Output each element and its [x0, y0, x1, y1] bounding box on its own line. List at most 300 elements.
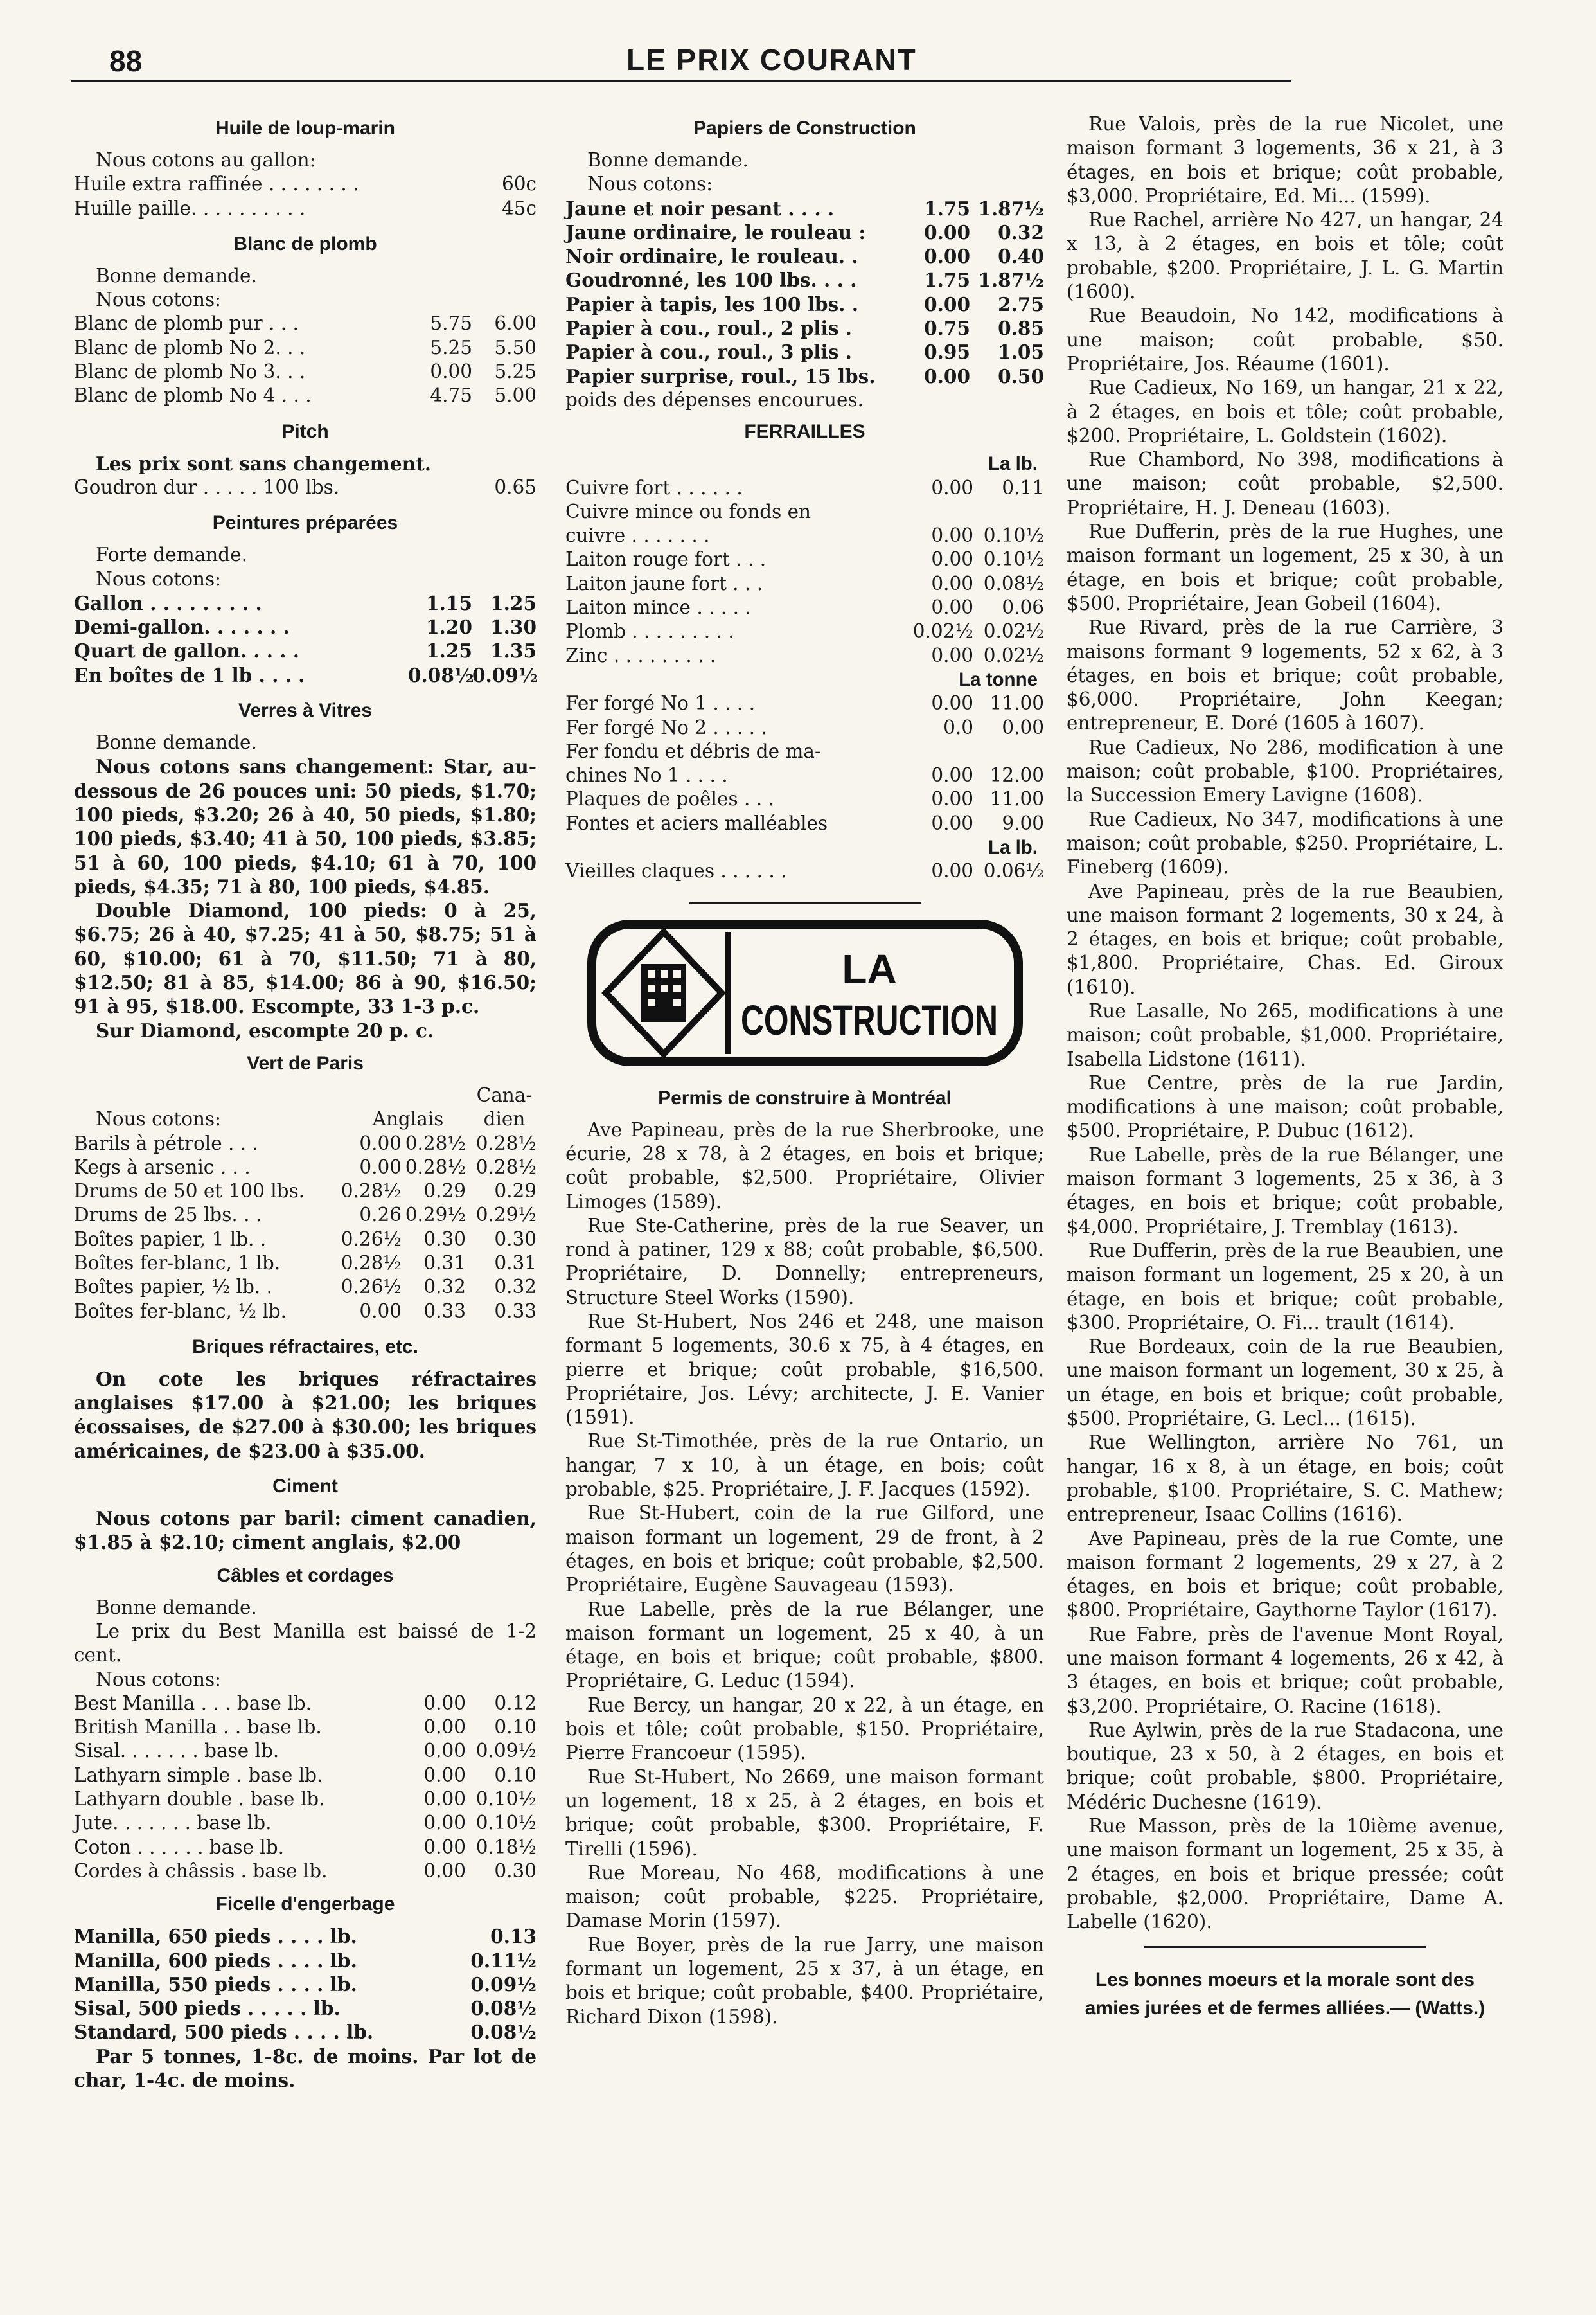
row-value: 0.00	[924, 245, 970, 268]
row-value: 0.95	[924, 341, 970, 364]
table-row	[565, 476, 1044, 500]
table-row	[74, 2020, 536, 2044]
row-value: 1.05	[998, 341, 1044, 364]
row-value: 0.31	[494, 1251, 536, 1274]
table-row	[565, 740, 1044, 764]
table-row	[74, 360, 536, 384]
row-value: 0.10	[494, 1716, 536, 1738]
row-value: 0.00	[931, 764, 973, 787]
permit-entry: Rue St-Timothée, près de la rue Ontario, un hangar, 7 x 10, à un étage, en bois; coût probable, $25. Propriétaire, J. F. Jacques (1592).	[565, 1430, 1044, 1501]
row-label: Quart de gallon. . . . .	[74, 639, 300, 663]
row-value: 11.00	[989, 692, 1044, 715]
intro-text: Nous cotons:	[96, 289, 222, 311]
table-row	[74, 1924, 536, 1948]
row-value: 5.25	[430, 336, 472, 359]
permit-entry: Rue Chambord, No 398, modifications à une maison; coût probable, $2,500. Propriétaire, H. J. Deneau (1603).	[1067, 449, 1503, 519]
price-table	[74, 312, 536, 407]
row-value: 0.00	[924, 220, 970, 244]
row-value: 45c	[501, 197, 536, 219]
col-header-canadien-2: dien	[483, 1108, 526, 1131]
row-label: Standard, 500 pieds . . . . lb.	[74, 2021, 374, 2044]
section-title: Verres à Vitres	[238, 700, 372, 722]
permit-entry: Rue St-Hubert, No 2669, une maison formant un logement, 18 x 25, à 2 étages, en bois et brique; coût probable, $300. Propriétaire, F. Tirelli (1596).	[565, 1765, 1044, 1860]
row-label: Sisal. . . . . . . base lb.	[74, 1740, 279, 1762]
demand-text: Bonne demande.	[587, 149, 749, 171]
row-value: 0.30	[494, 1228, 536, 1250]
row-value: 0.30	[494, 1859, 536, 1882]
table-row	[74, 1996, 536, 2020]
row-value: 0.00	[423, 1716, 466, 1738]
column-header	[74, 1107, 536, 1131]
row-value: 1.87½	[978, 197, 1044, 220]
row-value: 5.25	[494, 361, 536, 383]
row-value: 0.26½	[341, 1276, 402, 1298]
page-number: 88	[109, 44, 143, 78]
table-row	[74, 615, 536, 639]
row-label: Drums de 25 lbs. . .	[74, 1204, 262, 1226]
permit-entry: Rue St-Hubert, coin de la rue Gilford, une maison formant un logement, 29 de front, à 2 étages, en bois et brique; coût probable, $2,500. Propriétaire, Eugène Sauvageau (1593).	[565, 1502, 1044, 1596]
table-row	[565, 244, 1044, 268]
price-table	[74, 1692, 536, 1883]
quote-rule	[1144, 1946, 1426, 1948]
row-value: 0.00	[924, 364, 970, 388]
table-row	[74, 1739, 536, 1763]
section-divider	[689, 902, 921, 904]
row-value: 1.75	[924, 269, 970, 292]
permit-entry: Rue Dufferin, près de la rue Beaubien, une maison formant un logement, 25 x 20, à un étage, en bois et brique; coût probable, $300. Propriétaire, O. Fi... trault (1614).	[1067, 1239, 1503, 1334]
row-value: 60c	[501, 173, 536, 195]
row-value: 0.11	[1002, 476, 1044, 499]
demand-text: Bonne demande.	[96, 731, 257, 754]
row-value: 0.06	[1002, 596, 1044, 619]
table-row	[74, 1836, 536, 1859]
row-label: Boîtes papier, 1 lb. .	[74, 1228, 267, 1250]
unit-label: La lb.	[988, 453, 1038, 475]
row-value: 0.02½	[912, 620, 973, 643]
row-value: 0.00	[924, 292, 970, 316]
permit-entry: Rue Wellington, arrière No 761, un hangar, 16 x 8, à un étage, en bois; coût probable, $100. Propriétaire, S. C. Mathew; entrepreneur, Isaac Collins (1616).	[1067, 1431, 1503, 1526]
table-row	[74, 1275, 536, 1299]
row-value: 0.18½	[475, 1836, 536, 1858]
table-row	[74, 1787, 536, 1811]
table-row	[565, 197, 1044, 220]
row-value: 0.0	[943, 716, 973, 738]
permit-entry: Rue Moreau, No 468, modifications à une maison; coût probable, $225. Propriétaire, Damase Morin (1597).	[565, 1861, 1044, 1932]
row-label: En boîtes de 1 lb . . . .	[74, 663, 305, 686]
row-label: Zinc . . . . . . . . .	[565, 644, 716, 666]
table-row	[74, 384, 536, 407]
row-value: 0.11½	[470, 1949, 536, 1972]
row-value: 0.28½	[405, 1156, 466, 1178]
permit-entry: Rue Labelle, près de la rue Bélanger, une maison formant 3 logements, 25 x 36, à 3 étages, en bois et brique; coût probable, $4,000. Propriétaire, J. Tremblay (1613).	[1067, 1143, 1503, 1238]
price-table	[74, 476, 536, 499]
table-row	[74, 312, 536, 335]
paragraph: Sur Diamond, escompte 20 p. c.	[96, 1019, 434, 1042]
price-table	[74, 1924, 536, 2044]
section-title: Huile de loup-marin	[215, 118, 396, 139]
permit-entry: Rue Rivard, près de la rue Carrière, 3 maisons formant 9 logements, 52 x 62, à 3 étages, en bois et brique; coût probable, $6,000. Propriétaire, John Keegan; entrepreneur, E. Doré (1605 à 1607).	[1067, 616, 1503, 735]
row-label: chines No 1 . . . .	[565, 764, 728, 787]
row-label: Goudronné, les 100 lbs. . . .	[565, 269, 857, 292]
column-middle	[565, 112, 1044, 2029]
table-row	[74, 172, 536, 196]
permit-entry: Rue Lasalle, No 265, modifications à une maison; coût probable, $1,000. Propriétaire, Isabella Lidstone (1611).	[1067, 999, 1503, 1070]
row-value: 11.00	[989, 788, 1044, 810]
row-label: Cuivre mince ou fonds en	[565, 500, 811, 523]
table-row	[74, 591, 536, 615]
row-value: 0.00	[931, 692, 973, 715]
intro-text: Nous cotons:	[96, 568, 222, 590]
row-value: 0.40	[998, 245, 1044, 268]
table-row	[74, 639, 536, 663]
permit-entry: Rue Cadieux, No 347, modifications à une maison; coût probable, $250. Propriétaire, L. Fineberg (1609).	[1067, 808, 1503, 879]
price-table	[74, 172, 536, 220]
table-row	[74, 1300, 536, 1323]
table-row	[565, 500, 1044, 524]
column-right	[1067, 112, 1503, 2023]
row-label: British Manilla . . base lb.	[74, 1716, 322, 1738]
column-header	[74, 1084, 536, 1107]
price-table	[74, 591, 536, 687]
row-value: 0.32	[423, 1276, 466, 1298]
row-label: Blanc de plomb No 4 . . .	[74, 384, 312, 407]
demand-text: Bonne demande.	[96, 1596, 257, 1618]
row-value: 0.06½	[983, 860, 1044, 882]
row-value: 0.33	[494, 1300, 536, 1322]
permit-entry: Rue Dufferin, près de la rue Hughes, une maison formant un logement, 25 x 30, à un étage, en bois et brique; coût probable, $500. Propriétaire, Jean Gobeil (1604).	[1067, 521, 1503, 614]
permit-entry: Rue St-Hubert, Nos 246 et 248, une maison formant 5 logements, 30.6 x 75, à 4 étages, en pierre et brique; coût probable, $16,500. Propriétaire, Jos. Lévy; architecte, J. E. Vanier (1591).	[565, 1310, 1044, 1429]
price-table	[565, 197, 1044, 388]
row-value: 1.20	[426, 616, 472, 639]
section-title: Briques réfractaires, etc.	[192, 1336, 418, 1357]
table-row	[565, 364, 1044, 388]
row-value: 0.00	[931, 596, 973, 619]
row-value: 0.75	[924, 317, 970, 340]
table-row	[74, 1132, 536, 1156]
section-title: Vert de Paris	[247, 1052, 364, 1074]
table-row	[74, 1811, 536, 1835]
permit-entry: Rue Aylwin, près de la rue Stadacona, une boutique, 23 x 50, à 2 étages, en bois et brique; coût probable, $800. Propriétaire, Médéric Duchesne (1619).	[1067, 1719, 1503, 1813]
table-row	[565, 572, 1044, 596]
table-row	[74, 663, 536, 687]
intro-text: Nous cotons:	[96, 1668, 222, 1690]
section-title: Câbles et cordages	[217, 1564, 394, 1586]
demand-text: Bonne demande.	[96, 264, 257, 287]
table-row	[565, 620, 1044, 643]
section-title: Papiers de Construction	[693, 118, 916, 139]
row-label: Laiton jaune fort . . .	[565, 572, 763, 594]
row-label: Goudron dur . . . . . 100 lbs.	[74, 476, 340, 498]
row-value: 1.30	[490, 616, 536, 639]
row-value: 0.00	[423, 1788, 466, 1810]
table-row	[565, 644, 1044, 668]
table-row	[74, 197, 536, 220]
table-row	[74, 1228, 536, 1251]
quote-text: Les bonnes moeurs et la morale sont des amies jurées et de fermes alliées.— (Watts.)	[1085, 1969, 1485, 2019]
row-label: Demi-gallon. . . . . . .	[74, 616, 290, 639]
row-value: 0.00	[931, 524, 973, 547]
section-title: Ficelle d'engerbage	[215, 1893, 395, 1915]
row-label: Lathyarn simple . base lb.	[74, 1764, 323, 1786]
row-label: Blanc de plomb No 3. . .	[74, 361, 306, 383]
row-label: Papier à tapis, les 100 lbs. .	[565, 292, 858, 316]
row-value: 1.75	[924, 197, 970, 220]
table-row	[565, 220, 1044, 244]
table-row	[74, 336, 536, 360]
permit-entry: Rue Rachel, arrière No 427, un hangar, 24 x 13, à 2 étages, en bois et tôle; coût probable, $200. Propriétaire, J. L. G. Martin (1600).	[1067, 209, 1503, 303]
row-value: 5.00	[494, 384, 536, 407]
section-title: Permis de construire à Montréal	[658, 1087, 952, 1109]
row-value: 0.00	[423, 1692, 466, 1714]
table-row	[74, 1715, 536, 1739]
price-table	[565, 476, 1044, 668]
permit-entry: Rue Boyer, près de la rue Jarry, une maison formant un logement, 25 x 37, à un étage, en bois et brique; coût probable, $400. Propriétaire, Richard Dixon (1598).	[565, 1933, 1044, 2028]
table-row	[74, 1764, 536, 1787]
row-value: 0.28½	[475, 1132, 536, 1154]
row-value: 0.33	[423, 1300, 466, 1322]
row-label: cuivre . . . . . . .	[565, 524, 710, 547]
row-label: Boîtes fer-blanc, 1 lb.	[74, 1251, 281, 1274]
row-label: Cordes à châssis . base lb.	[74, 1859, 328, 1882]
row-value: 0.30	[423, 1228, 466, 1250]
row-label: Kegs à arsenic . . .	[74, 1156, 251, 1178]
price-table	[74, 1132, 536, 1323]
permit-entry: Ave Papineau, près de la rue Beaubien, une maison formant 2 logements, 30 x 24, à 2 étages, en bois et brique; coût probable, $1,800. Propriétaire, Chas. Ed. Giroux (1610).	[1067, 880, 1503, 998]
section-title: Peintures préparées	[212, 512, 398, 534]
page-title: LE PRIX COURANT	[626, 43, 917, 76]
col-header-anglais: Anglais	[372, 1108, 444, 1131]
row-value: 0.09½	[470, 1972, 536, 1996]
row-label: Jaune ordinaire, le rouleau :	[565, 220, 866, 244]
row-value: 0.10½	[475, 1812, 536, 1834]
row-value: 5.75	[430, 312, 472, 335]
row-label: Coton . . . . . . base lb.	[74, 1836, 284, 1858]
section-title: Ciment	[272, 1476, 338, 1497]
row-value: 4.75	[430, 384, 472, 407]
section-title: Blanc de plomb	[233, 233, 377, 255]
row-value: 0.00	[931, 860, 973, 882]
row-label: Papier à cou., roul., 2 plis .	[565, 317, 852, 340]
row-label: Boîtes fer-blanc, ½ lb.	[74, 1300, 287, 1322]
page-header	[0, 0, 1596, 84]
permit-list	[565, 1118, 1044, 2029]
row-value: 0.28½	[341, 1180, 402, 1202]
permit-entry: Rue Masson, près de la 10ième avenue, une maison formant un logement, 25 x 35, à 2 étages, en bois et brique pressée; coût probable, $2,000. Propriétaire, Dame A. Labelle (1620).	[1067, 1815, 1503, 1933]
row-value: 0.10½	[983, 548, 1044, 571]
row-value: 0.02½	[983, 620, 1044, 643]
la-construction-logo	[587, 919, 1024, 1067]
row-label: Gallon . . . . . . . . .	[74, 591, 262, 614]
row-value: 0.29	[423, 1180, 466, 1202]
paragraph: Le prix du Best Manilla est baissé de 1-2 cent.	[74, 1620, 536, 1667]
price-table	[565, 692, 1044, 836]
row-label: Vieilles claques . . . . . .	[565, 860, 787, 882]
paragraph: Nous cotons par baril: ciment canadien, $1.85 à $2.10; ciment anglais, $2.00	[74, 1507, 536, 1554]
row-value: 0.09½	[475, 1740, 536, 1762]
table-row	[565, 716, 1044, 740]
demand-text: Forte demande.	[96, 544, 248, 566]
intro-text: Nous cotons:	[587, 173, 713, 195]
row-value: 0.13	[490, 1925, 536, 1948]
column-left	[74, 112, 536, 2092]
row-value: 0.28½	[341, 1251, 402, 1274]
logo-text: LA	[841, 945, 897, 992]
row-value: 0.00	[931, 788, 973, 810]
row-value: 0.00	[1002, 716, 1044, 738]
row-value: 0.00	[423, 1740, 466, 1762]
row-value: 0.65	[494, 476, 536, 498]
row-value: 0.10½	[983, 524, 1044, 547]
note-text: poids des dépenses encourues.	[565, 388, 864, 411]
permit-entry: Rue Valois, près de la rue Nicolet, une maison formant 3 logements, 36 x 21, à 3 étages, en bois et brique; coût probable, $3,000. Propriétaire, Ed. Mi... (1599).	[1067, 113, 1503, 207]
row-label: Drums de 50 et 100 lbs.	[74, 1180, 305, 1202]
row-value: 1.87½	[978, 269, 1044, 292]
section-title: FERRAILLES	[744, 421, 865, 443]
table-row	[565, 292, 1044, 316]
row-value: 0.00	[931, 812, 973, 834]
row-label: Fontes et aciers malléables	[565, 812, 828, 834]
row-label: Jaune et noir pesant . . . .	[565, 197, 835, 220]
row-label: Papier à cou., roul., 3 plis .	[565, 341, 852, 364]
paragraph: Par 5 tonnes, 1-8c. de moins. Par lot de char, 1-4c. de moins.	[74, 2044, 536, 2091]
row-label: Manilla, 550 pieds . . . . lb.	[74, 1972, 357, 1996]
row-label: Best Manilla . . . base lb.	[74, 1692, 312, 1714]
row-label: Jute. . . . . . . base lb.	[74, 1812, 272, 1834]
table-row	[74, 1859, 536, 1883]
table-row	[565, 316, 1044, 340]
col-header-canadien-1: Cana-	[476, 1084, 533, 1106]
row-value: 6.00	[494, 312, 536, 335]
row-value: 0.26½	[341, 1228, 402, 1250]
header-rule	[71, 80, 1291, 82]
row-value: 1.25	[426, 639, 472, 663]
table-row	[565, 812, 1044, 836]
row-value: 0.32	[998, 220, 1044, 244]
row-value: 1.25	[490, 591, 536, 614]
row-value: 0.12	[494, 1692, 536, 1714]
row-label: Blanc de plomb pur . . .	[74, 312, 299, 335]
row-label: Huile extra raffinée . . . . . . . .	[74, 173, 359, 195]
row-label: Manilla, 600 pieds . . . . lb.	[74, 1949, 357, 1972]
row-value: 0.08½	[470, 2021, 536, 2044]
row-value: 0.00	[931, 476, 973, 499]
row-value: 0.00	[423, 1812, 466, 1834]
table-row	[74, 1692, 536, 1715]
table-row	[565, 692, 1044, 715]
unit-label: La lb.	[988, 837, 1038, 859]
permit-list	[1067, 112, 1503, 1935]
building-emblem	[606, 932, 722, 1054]
paragraph: On cote les briques réfractaires anglaises $17.00 à $21.00; les briques écossaises, de $27.00 à $30.00; les briques américaines, de $23.00 à $35.00.	[74, 1367, 536, 1462]
row-label: Sisal, 500 pieds . . . . . lb.	[74, 1997, 341, 2020]
permit-entry: Rue Fabre, près de l'avenue Mont Royal, une maison formant 4 logements, 26 x 42, à 3 étages, en bois et brique; coût probable, $3,200. Propriétaire, O. Racine (1618).	[1067, 1623, 1503, 1717]
row-label: Lathyarn double . base lb.	[74, 1788, 325, 1810]
permit-entry: Rue Bordeaux, coin de la rue Beaubien, une maison formant un logement, 30 x 25, à un étage, en bois et brique; coût probable, $500. Propriétaire, G. Lecl... (1615).	[1067, 1336, 1503, 1430]
row-value: 0.00	[359, 1132, 402, 1154]
row-value: 0.09½	[472, 663, 538, 686]
row-value: 0.08½	[470, 1997, 536, 2020]
row-value: 0.10½	[475, 1788, 536, 1810]
row-value: 2.75	[998, 292, 1044, 316]
row-value: 0.00	[430, 361, 472, 383]
table-row	[74, 476, 536, 499]
row-value: 0.00	[423, 1836, 466, 1858]
row-value: 0.31	[423, 1251, 466, 1274]
row-value: 0.00	[359, 1300, 402, 1322]
row-value: 0.29	[494, 1180, 536, 1202]
permit-entry: Rue Centre, près de la rue Jardin, modifications à une maison; coût probable, $500. Propriétaire, P. Dubuc (1612).	[1067, 1071, 1503, 1142]
row-value: 1.35	[490, 639, 536, 663]
col-header-label: Nous cotons:	[96, 1108, 222, 1131]
row-value: 0.28½	[405, 1132, 466, 1154]
row-label: Fer forgé No 1 . . . .	[565, 692, 756, 715]
permit-entry: Rue Ste-Catherine, près de la rue Seaver, un rond à patiner, 129 x 88; coût probable, $6,500. Propriétaire, D. Donnelly; entrepreneurs, Structure Steel Works (1590).	[565, 1214, 1044, 1309]
table-row	[565, 340, 1044, 364]
row-label: Papier surprise, roul., 15 lbs.	[565, 364, 876, 388]
row-value: 0.00	[931, 644, 973, 666]
intro-text: Nous cotons au gallon:	[96, 149, 316, 171]
row-label: Manilla, 650 pieds . . . . lb.	[74, 1925, 357, 1948]
row-value: 12.00	[989, 764, 1044, 787]
logo-text: CONSTRUCTION	[740, 996, 998, 1044]
table-row	[74, 1156, 536, 1179]
row-value: 0.28½	[475, 1156, 536, 1178]
unit-label: La tonne	[959, 668, 1038, 690]
row-value: 0.10	[494, 1764, 536, 1786]
row-label: Plaques de poêles . . .	[565, 788, 774, 810]
row-value: 0.26	[359, 1204, 402, 1226]
row-value: 0.85	[998, 317, 1044, 340]
row-label: Cuivre fort . . . . . .	[565, 476, 743, 499]
permit-entry: Rue Beaudoin, No 142, modifications à une maison; coût probable, $50. Propriétaire, Jos. Réaume (1601).	[1067, 305, 1503, 375]
row-label: Fer forgé No 2 . . . . .	[565, 716, 767, 738]
row-label: Plomb . . . . . . . . .	[565, 620, 734, 643]
table-row	[565, 548, 1044, 571]
permit-entry: Rue Labelle, près de la rue Bélanger, une maison formant un logement, 25 x 40, à un étage, en bois et brique; coût probable, $800. Propriétaire, G. Leduc (1594).	[565, 1598, 1044, 1692]
row-label: Huille paille. . . . . . . . . .	[74, 197, 306, 219]
table-row	[565, 859, 1044, 883]
permit-entry: Ave Papineau, près de la rue Sherbrooke, une écurie, 28 x 78, à 2 étages, en bois et brique; coût probable, $2,500. Propriétaire, Olivier Limoges (1589).	[565, 1118, 1044, 1213]
table-row	[565, 524, 1044, 548]
row-label: Boîtes papier, ½ lb. .	[74, 1276, 272, 1298]
row-value: 1.15	[426, 591, 472, 614]
permit-entry: Ave Papineau, près de la rue Comte, une maison formant 2 logements, 29 x 27, à 2 étages, en bois et brique; coût probable, $800. Propriétaire, Gaythorne Taylor (1617).	[1067, 1527, 1503, 1622]
table-row	[565, 268, 1044, 292]
table-row	[74, 1203, 536, 1227]
row-value: 0.29½	[475, 1204, 536, 1226]
section-title: Pitch	[281, 420, 329, 442]
permit-entry: Rue Cadieux, No 169, un hangar, 21 x 22, à 2 étages, en bois et tôle; coût probable, $200. Propriétaire, L. Goldstein (1602).	[1067, 377, 1503, 447]
row-value: 9.00	[1002, 812, 1044, 834]
table-row	[74, 1251, 536, 1275]
row-label: Blanc de plomb No 2. . .	[74, 336, 306, 359]
price-table	[565, 859, 1044, 883]
row-label: Laiton rouge fort . . .	[565, 548, 767, 571]
row-label: Barils à pétrole . . .	[74, 1132, 258, 1154]
row-label: Noir ordinaire, le rouleau. .	[565, 245, 858, 268]
row-value: 0.00	[359, 1156, 402, 1178]
row-value: 0.29½	[405, 1204, 466, 1226]
row-label: Laiton mince . . . . .	[565, 596, 751, 619]
table-row	[74, 1179, 536, 1203]
row-value: 0.00	[931, 572, 973, 594]
row-value: 0.50	[998, 364, 1044, 388]
table-row	[74, 1972, 536, 1996]
row-value: 5.50	[494, 336, 536, 359]
row-value: 0.02½	[983, 644, 1044, 666]
row-value: 0.32	[494, 1276, 536, 1298]
row-value: 0.00	[423, 1764, 466, 1786]
